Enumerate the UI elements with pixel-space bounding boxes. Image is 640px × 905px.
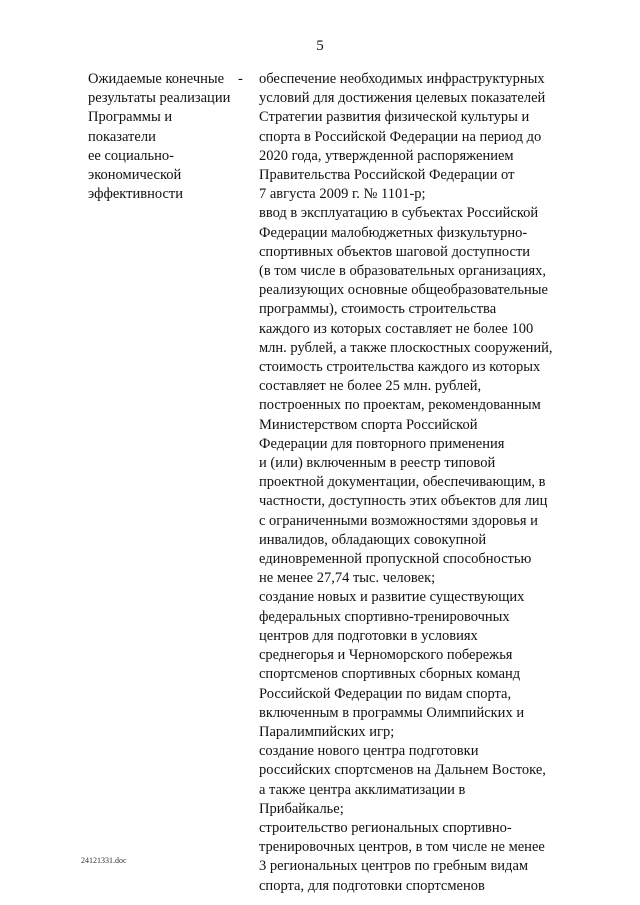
content-line: ввод в эксплуатацию в субъектах Российской: [259, 205, 539, 222]
row-label-line: результаты реализации: [88, 90, 231, 107]
content-line: реализующих основные общеобразовательные: [259, 282, 548, 299]
row-label-line: Программы и: [88, 109, 173, 126]
content-line: спортивных объектов шаговой доступности: [259, 243, 531, 260]
row-label-line: эффективности: [88, 186, 183, 203]
content-line: построенных по проектам, рекомендованным: [259, 397, 541, 414]
row-label-line: показатели: [88, 128, 156, 145]
row-label-line: экономической: [88, 167, 182, 184]
content-line: с ограниченными возможностями здоровья и: [259, 512, 538, 529]
page-number: 5: [316, 38, 324, 54]
row-label: [88, 70, 238, 204]
content-line: стоимость строительства каждого из которых: [259, 359, 541, 376]
content-line: составляет не более 25 млн. рублей,: [259, 378, 482, 395]
content-line: Прибайкалье;: [259, 800, 344, 817]
content-line: создание новых и развитие существующих: [259, 589, 525, 606]
content-line: каждого из которых составляет не более 100: [259, 320, 534, 337]
content-line: млн. рублей, а также плоскостных сооружений,: [259, 339, 553, 356]
content-line: строительство региональных спортивно-: [259, 819, 512, 836]
content-line: проектной документации, обеспечивающим, в: [259, 474, 546, 491]
content-line: программы), стоимость строительства: [259, 301, 497, 318]
content-line: Паралимпийских игр;: [259, 723, 395, 740]
row-label-line: Ожидаемые конечные: [88, 71, 225, 87]
content-line: центров для подготовки в условиях: [259, 627, 478, 644]
content-line: Российской Федерации по видам спорта,: [259, 685, 512, 702]
content-line: 3 региональных центров по гребным видам: [259, 858, 529, 875]
row-content: [259, 70, 569, 896]
content-line: обеспечение необходимых инфраструктурных: [259, 71, 545, 87]
footer-filename: 24121331.doc: [81, 856, 127, 865]
content-line: частности, доступность этих объектов для лиц: [259, 493, 548, 510]
content-line: создание нового центра подготовки: [259, 743, 479, 760]
content-line: не менее 27,74 тыс. человек;: [259, 570, 436, 587]
content-line: и (или) включенным в реестр типовой: [259, 455, 496, 472]
row-label-line: ее социально-: [88, 147, 174, 164]
content-line: единовременной пропускной способностью: [259, 551, 532, 568]
content-line: спорта, для подготовки спортсменов: [259, 877, 485, 894]
content-line: 2020 года, утвержденной распоряжением: [259, 147, 514, 164]
content-line: спортсменов спортивных сборных команд: [259, 666, 521, 683]
content-line: Федерации малобюджетных физкультурно-: [259, 224, 528, 241]
content-line: включенным в программы Олимпийских и: [259, 704, 525, 721]
content-line: Стратегии развития физической культуры и: [259, 109, 530, 126]
content-line: условий для достижения целевых показателей: [259, 90, 546, 107]
content-line: 7 августа 2009 г. № 1101-р;: [259, 186, 426, 203]
content-line: (в том числе в образовательных организациях,: [259, 263, 547, 280]
content-line: Федерации для повторного применения: [259, 435, 505, 452]
content-line: инвалидов, обладающих совокупной: [259, 531, 487, 548]
separator-dash: -: [238, 71, 243, 87]
content-line: а также центра акклиматизации в: [259, 781, 466, 798]
content-line: российских спортсменов на Дальнем Востоке,: [259, 762, 546, 779]
content-line: Министерством спорта Российской: [259, 416, 478, 433]
content-line: спорта в Российской Федерации на период до: [259, 128, 542, 145]
content-line: среднегорья и Черноморского побережья: [259, 647, 513, 664]
content-line: Правительства Российской Федерации от: [259, 167, 515, 184]
content-line: тренировочных центров, в том числе не менее: [259, 839, 545, 856]
content-line: федеральных спортивно-тренировочных: [259, 608, 510, 625]
